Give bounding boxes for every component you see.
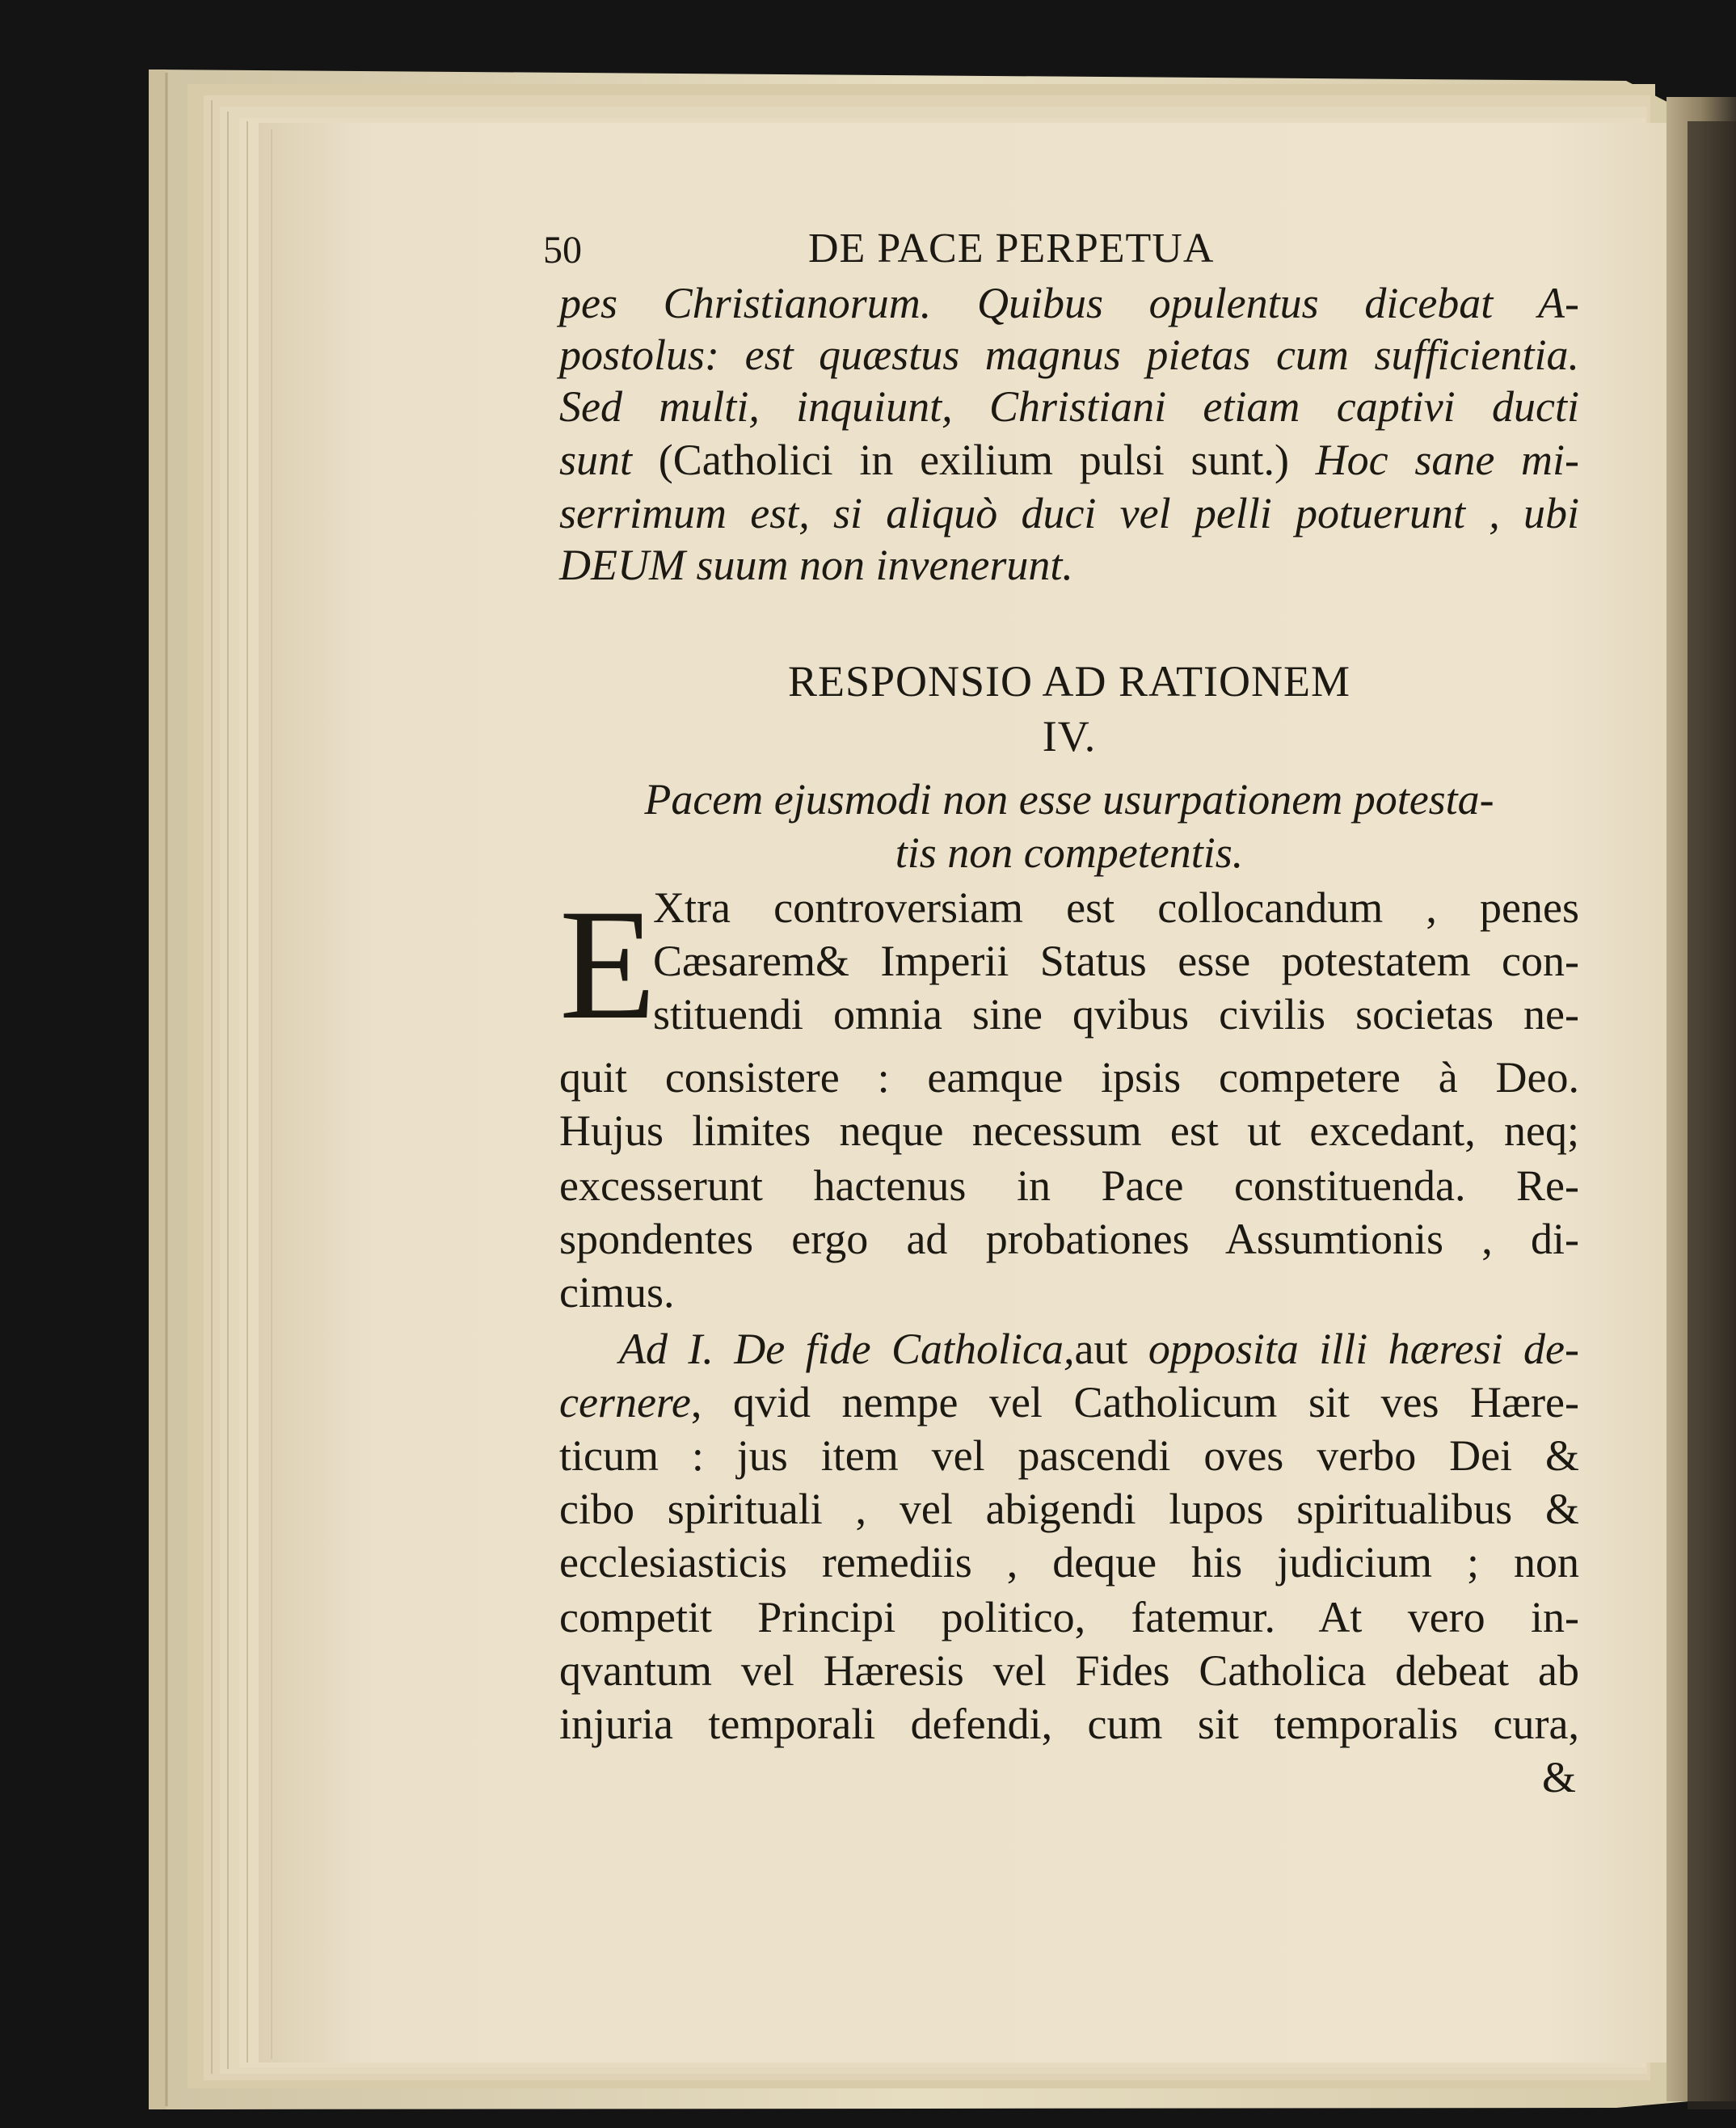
text-run: aut xyxy=(1074,1325,1148,1373)
text-line xyxy=(559,1380,1579,1424)
text-line xyxy=(559,281,1579,325)
text-run: pes Christianorum. Quibus opulentus dicebat A- xyxy=(559,279,1579,327)
running-head: DE PACE PERPETUA xyxy=(808,225,1215,272)
text-line xyxy=(619,1327,1579,1371)
text-run: opposita illi hæresi de- xyxy=(1148,1325,1579,1373)
text-run: ecclesiasticis remediis , deque his judicium ; non xyxy=(559,1538,1579,1587)
text-line: excesserunt hactenus in Pace constituenda. Re- xyxy=(559,1161,1579,1210)
text-line xyxy=(559,1431,1579,1480)
text-line xyxy=(559,491,1579,535)
section-heading: RESPONSIO AD RATIONEM xyxy=(787,657,1351,706)
text-run: , qvid nempe vel Catholicum sit ves Hære- xyxy=(690,1378,1579,1426)
text-run: serrimum est, si aliquò duci vel pelli potuerunt , ubi xyxy=(559,489,1579,537)
text-line: Xtra controversiam est collocandum , penes xyxy=(653,883,1579,932)
text-line xyxy=(559,438,1579,482)
text-line xyxy=(559,1702,1579,1746)
text-run: Hoc sane mi- xyxy=(1315,436,1579,484)
text-line xyxy=(559,1595,1579,1639)
text-line: Hujus limites neque necessum est ut excedant, neq; xyxy=(559,1106,1579,1155)
text-line xyxy=(559,1538,1579,1587)
text-line: cimus. xyxy=(559,1268,675,1317)
text-run: sunt xyxy=(559,436,633,484)
text-run: qvantum vel Hæresis vel Fides Catholica debeat ab xyxy=(559,1646,1579,1695)
text-run: cernere xyxy=(559,1378,691,1426)
text-line xyxy=(559,1487,1579,1531)
section-heading-number: IV. xyxy=(1042,712,1097,761)
text-run: injuria temporali defendi, cum sit temporalis cura, xyxy=(559,1700,1579,1748)
drop-cap: E xyxy=(559,877,656,1052)
page-number: 50 xyxy=(543,229,582,272)
text-run: Sed multi, inquiunt, Christiani etiam captivi ducti xyxy=(559,382,1579,431)
text-run: ticum : jus item vel pascendi oves verbo Dei & xyxy=(559,1431,1579,1480)
text-run: Ad I. De fide Catholica, xyxy=(619,1325,1075,1373)
text-line xyxy=(559,543,1073,587)
text-line xyxy=(559,333,1579,377)
text-line: Cæsarem& Imperii Status esse potestatem con- xyxy=(653,937,1579,985)
text-run: (Catholici in exilium pulsi sunt.) xyxy=(632,436,1316,484)
text-line: spondentes ergo ad probationes Assumtionis , di- xyxy=(559,1215,1579,1263)
text-run: DEUM suum non invenerunt. xyxy=(559,541,1073,589)
text-line: quit consistere : eamque ipsis competere à Deo. xyxy=(559,1053,1579,1102)
section-subtitle: tis non competentis. xyxy=(895,828,1244,877)
catchword: & xyxy=(1542,1753,1577,1801)
text-line xyxy=(559,382,1579,431)
section-subtitle: Pacem ejusmodi non esse usurpationem potesta- xyxy=(644,775,1494,824)
text-run: cibo spirituali , vel abigendi lupos spiritualibus & xyxy=(559,1485,1579,1533)
text-run: competit Principi politico, fatemur. At vero in- xyxy=(559,1593,1579,1641)
text-line: stituendi omnia sine qvibus civilis societas ne- xyxy=(653,990,1579,1039)
text-run: postolus: est quæstus magnus pietas cum sufficientia. xyxy=(559,331,1579,379)
text-line xyxy=(559,1646,1579,1695)
